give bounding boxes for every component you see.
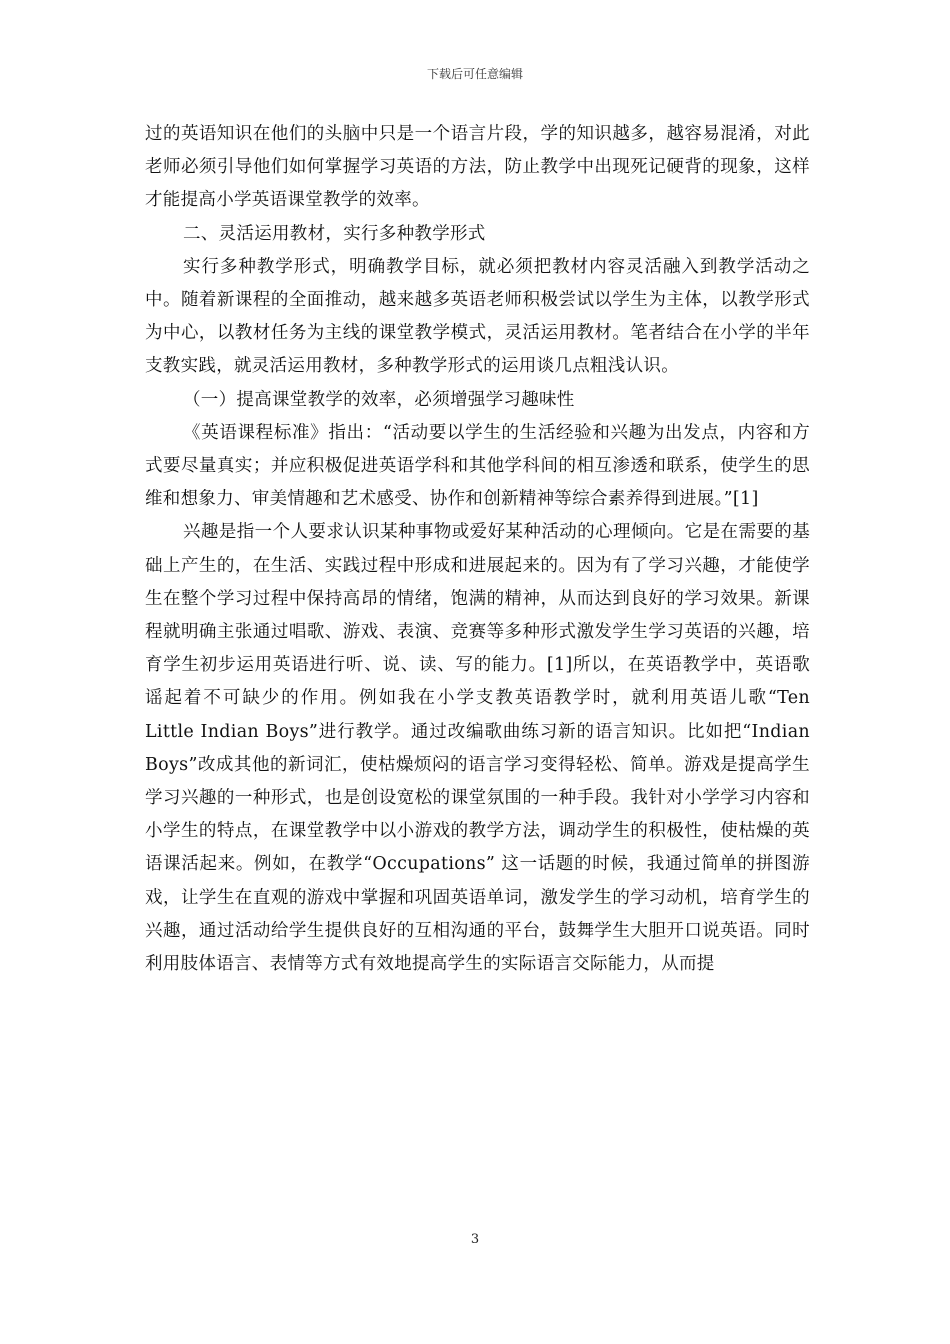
- paragraph-curriculum-standard: 《英语课程标准》指出：“活动要以学生的生活经验和兴趣为出发点，内容和方式要尽量真实；并应积极促进英语学科和其他学科间的相互渗透和联系，使学生的思维和想象力、审美情趣和艺术感受、协作和创新精神等综合素养得到进展。”[1]: [145, 422, 810, 510]
- paragraph-teaching-forms: 实行多种教学形式，明确教学目标，就必须把教材内容灵活融入到教学活动之中。随着新课程的全面推动，越来越多英语老师积极尝试以学生为主体，以教学形式为中心，以教材任务为主线的课堂教学模式，灵活运用教材。笔者结合在小学的半年支教实践，就灵活运用教材，多种教学形式的运用谈几点粗浅认识。: [145, 256, 810, 377]
- document-body: [145, 118, 810, 981]
- paragraph-continuation: 过的英语知识在他们的头脑中只是一个语言片段，学的知识越多，越容易混淆，对此老师必须引导他们如何掌握学习英语的方法，防止教学中出现死记硬背的现象，这样才能提高小学英语课堂教学的效率。: [145, 124, 810, 211]
- subsection-heading-1: （一）提高课堂教学的效率，必须增强学习趣味性: [183, 389, 575, 410]
- page-number: 3: [470, 1232, 480, 1247]
- paragraph-interest: 兴趣是指一个人要求认识某种事物或爱好某种活动的心理倾向。它是在需要的基础上产生的，在生活、实践过程中形成和进展起来的。因为有了学习兴趣，才能使学生在整个学习过程中保持高昂的情绪，饱满的精神，从而达到良好的学习效果。新课程就明确主张通过唱歌、游戏、表演、竞赛等多种形式激发学生学习英语的兴趣，培育学生初步运用英语进行听、说、读、写的能力。[1]所以，在英语教学中，英语歌谣起着不可缺少的作用。例如我在小学支教英语教学时，就利用英语儿歌“Ten Little Indian Boys”进行教学。通过改编歌曲练习新的语言知识。比如把“Indian Boys”改成其他的新词汇，使枯燥烦闷的语言学习变得轻松、简单。游戏是提高学生学习兴趣的一种形式，也是创设宽松的课堂氛围的一种手段。我针对小学学习内容和小学生的特点，在课堂教学中以小游戏的教学方法，调动学生的积极性，使枯燥的英语课活起来。例如，在教学“Occupations” 这一话题的时候，我通过简单的拼图游戏，让学生在直观的游戏中掌握和巩固英语单词，激发学生的学习动机，培育学生的兴趣，通过活动给学生提供良好的互相沟通的平台，鼓舞学生大胆开口说英语。同时利用肢体语言、表情等方式有效地提高学生的实际语言交际能力，从而提: [145, 522, 810, 975]
- section-heading-2: 二、灵活运用教材，实行多种教学形式: [183, 223, 486, 244]
- page-header: 下载后可任意编辑: [426, 67, 523, 81]
